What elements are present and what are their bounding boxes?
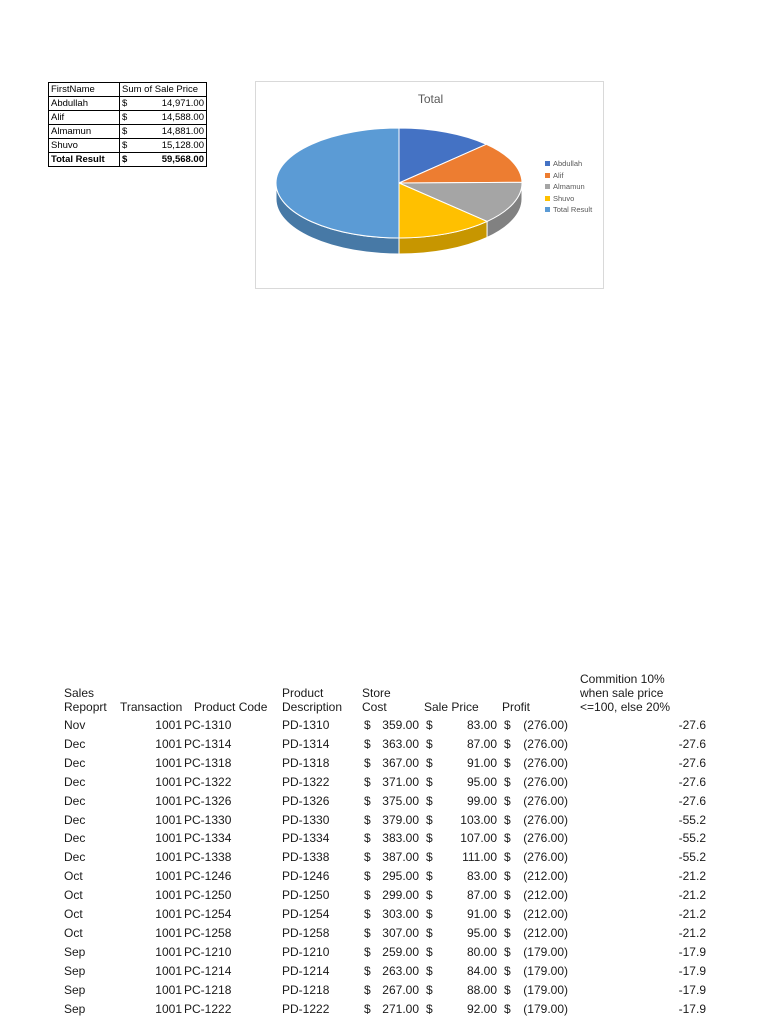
cell-profit[interactable]: [502, 886, 572, 905]
cell-profit[interactable]: [502, 735, 572, 754]
legend-item[interactable]: [545, 158, 592, 170]
cell-store-cost[interactable]: [362, 943, 424, 962]
cell-commission[interactable]: -55.2: [678, 831, 706, 846]
cell-store-cost[interactable]: [362, 905, 424, 924]
cell-product-code[interactable]: PC-1310: [184, 718, 232, 732]
cell-sale-price[interactable]: [424, 1000, 502, 1019]
amount: (276.00): [523, 755, 568, 770]
cell-transaction[interactable]: 1001: [155, 869, 182, 884]
cell-sale-price[interactable]: [424, 943, 502, 962]
amount: (179.00): [523, 1001, 568, 1016]
cell-product-description[interactable]: PD-1254: [282, 907, 330, 922]
legend-label: Shuvo: [553, 193, 575, 203]
cell-store-cost[interactable]: [362, 924, 424, 943]
amount: 88.00: [466, 982, 497, 997]
currency-symbol: $: [364, 907, 371, 922]
legend-label: Total Result: [553, 205, 593, 215]
cell-commission[interactable]: -27.6: [678, 774, 706, 789]
currency-symbol: $: [364, 736, 371, 751]
cell-profit[interactable]: [502, 811, 572, 830]
currency-symbol: $: [504, 1001, 511, 1016]
cell-transaction[interactable]: 1001: [155, 888, 182, 903]
legend-swatch: [545, 173, 550, 178]
cell-commission[interactable]: -55.2: [678, 812, 706, 827]
currency-symbol: $: [426, 925, 433, 940]
cell-product-description[interactable]: PD-1338: [282, 850, 330, 865]
cell-product-code[interactable]: PC-1254: [184, 907, 232, 922]
header-store-cost[interactable]: Store Cost: [362, 686, 391, 714]
currency-symbol: $: [426, 963, 433, 978]
table-row: [64, 716, 706, 735]
amount: (179.00): [523, 982, 568, 997]
currency-symbol: $: [504, 718, 511, 732]
legend-item[interactable]: [545, 204, 592, 216]
amount: 371.00: [382, 774, 419, 789]
cell-transaction[interactable]: 1001: [155, 831, 182, 846]
pivot-row: [49, 97, 207, 111]
pivot-cell-currency[interactable]: $: [120, 139, 131, 153]
amount: 91.00: [466, 907, 497, 922]
currency-symbol: $: [426, 982, 433, 997]
cell-store-cost[interactable]: [362, 981, 424, 1000]
pivot-cell-name[interactable]: Alif: [49, 111, 120, 125]
cell-product-code[interactable]: PC-1218: [184, 982, 232, 997]
currency-symbol: $: [364, 755, 371, 770]
legend-label: Almamun: [553, 182, 585, 192]
cell-month[interactable]: Sep: [64, 982, 86, 997]
table-row: [64, 829, 706, 848]
table-row: [64, 848, 706, 867]
table-row: [64, 943, 706, 962]
cell-store-cost[interactable]: [362, 773, 424, 792]
pivot-cell-currency[interactable]: $: [120, 153, 131, 167]
cell-profit[interactable]: [502, 792, 572, 811]
amount: (276.00): [523, 831, 568, 846]
cell-profit[interactable]: [502, 848, 572, 867]
amount: 83.00: [466, 869, 497, 884]
amount: (212.00): [523, 907, 568, 922]
pivot-header-firstname[interactable]: FirstName: [49, 83, 120, 97]
currency-symbol: $: [426, 907, 433, 922]
pivot-cell-currency[interactable]: $: [120, 97, 131, 111]
cell-product-code[interactable]: PC-1322: [184, 774, 232, 789]
cell-product-description[interactable]: PD-1322: [282, 774, 330, 789]
table-row: [64, 773, 706, 792]
cell-month[interactable]: Oct: [64, 869, 83, 884]
cell-transaction[interactable]: 1001: [155, 812, 182, 827]
currency-symbol: $: [504, 736, 511, 751]
currency-symbol: $: [504, 812, 511, 827]
cell-month[interactable]: Dec: [64, 774, 86, 789]
cell-product-code[interactable]: PC-1314: [184, 736, 232, 751]
cell-transaction[interactable]: 1001: [155, 793, 182, 808]
cell-transaction[interactable]: 1001: [155, 963, 182, 978]
amount: 379.00: [382, 812, 419, 827]
cell-transaction[interactable]: 1001: [155, 774, 182, 789]
header-transaction[interactable]: Transaction: [120, 700, 183, 714]
table-row: [64, 754, 706, 773]
amount: 307.00: [382, 925, 419, 940]
cell-product-code[interactable]: PC-1222: [184, 1001, 232, 1016]
currency-symbol: $: [426, 888, 433, 903]
legend-item[interactable]: [545, 193, 592, 205]
pivot-cell-name[interactable]: Shuvo: [49, 139, 120, 153]
cell-product-description[interactable]: PD-1326: [282, 793, 330, 808]
pie-chart[interactable]: [255, 81, 604, 289]
cell-product-description[interactable]: PD-1314: [282, 736, 330, 751]
legend-swatch: [545, 207, 550, 212]
amount: 91.00: [466, 755, 497, 770]
cell-transaction[interactable]: 1001: [155, 718, 182, 732]
amount: 83.00: [466, 718, 497, 732]
pivot-cell-name[interactable]: Almamun: [49, 125, 120, 139]
table-row: [64, 811, 706, 830]
cell-commission[interactable]: -17.9: [678, 982, 706, 997]
amount: 92.00: [466, 1001, 497, 1016]
pivot-cell-value[interactable]: 14,588.00: [130, 111, 207, 125]
cell-transaction[interactable]: 1001: [155, 982, 182, 997]
cell-commission[interactable]: -17.9: [678, 1001, 706, 1016]
amount: 387.00: [382, 850, 419, 865]
cell-product-description[interactable]: PD-1214: [282, 963, 330, 978]
cell-store-cost[interactable]: [362, 848, 424, 867]
currency-symbol: $: [504, 982, 511, 997]
legend-swatch: [545, 184, 550, 189]
cell-profit[interactable]: [502, 981, 572, 1000]
amount: 103.00: [460, 812, 497, 827]
cell-sale-price[interactable]: [424, 792, 502, 811]
currency-symbol: $: [426, 831, 433, 846]
amount: 80.00: [466, 944, 497, 959]
amount: (212.00): [523, 888, 568, 903]
cell-profit[interactable]: [502, 943, 572, 962]
cell-month[interactable]: Oct: [64, 888, 83, 903]
cell-commission[interactable]: -17.9: [678, 944, 706, 959]
cell-month[interactable]: Dec: [64, 736, 86, 751]
amount: 383.00: [382, 831, 419, 846]
cell-profit[interactable]: [502, 905, 572, 924]
cell-product-description[interactable]: PD-1218: [282, 982, 330, 997]
pivot-cell-value[interactable]: 14,881.00: [130, 125, 207, 139]
cell-month[interactable]: Sep: [64, 963, 86, 978]
currency-symbol: $: [504, 793, 511, 808]
pivot-cell-currency[interactable]: $: [120, 111, 131, 125]
cell-commission[interactable]: -21.2: [678, 907, 706, 922]
currency-symbol: $: [426, 755, 433, 770]
amount: 363.00: [382, 736, 419, 751]
cell-store-cost[interactable]: [362, 962, 424, 981]
amount: (276.00): [523, 718, 568, 732]
currency-symbol: $: [364, 963, 371, 978]
amount: 375.00: [382, 793, 419, 808]
cell-store-cost[interactable]: [362, 867, 424, 886]
cell-commission[interactable]: -21.2: [678, 869, 706, 884]
amount: 303.00: [382, 907, 419, 922]
cell-sale-price[interactable]: [424, 735, 502, 754]
cell-transaction[interactable]: 1001: [155, 907, 182, 922]
currency-symbol: $: [504, 831, 511, 846]
cell-product-code[interactable]: PC-1214: [184, 963, 232, 978]
header-product-description[interactable]: Product Description: [282, 686, 343, 714]
currency-symbol: $: [504, 774, 511, 789]
cell-profit[interactable]: [502, 773, 572, 792]
cell-transaction[interactable]: 1001: [155, 736, 182, 751]
pivot-header-sum[interactable]: Sum of Sale Price: [120, 83, 207, 97]
cell-product-code[interactable]: PC-1338: [184, 850, 232, 865]
amount: (276.00): [523, 812, 568, 827]
currency-symbol: $: [504, 888, 511, 903]
cell-commission[interactable]: -27.6: [678, 755, 706, 770]
currency-symbol: $: [426, 850, 433, 865]
cell-commission[interactable]: -21.2: [678, 925, 706, 940]
cell-commission[interactable]: -17.9: [678, 963, 706, 978]
pivot-cell-value[interactable]: 59,568.00: [130, 153, 207, 167]
cell-store-cost[interactable]: [362, 735, 424, 754]
cell-month[interactable]: Oct: [64, 925, 83, 940]
cell-sale-price[interactable]: [424, 867, 502, 886]
currency-symbol: $: [504, 869, 511, 884]
table-row: [64, 1000, 706, 1019]
amount: 367.00: [382, 755, 419, 770]
legend-item[interactable]: [545, 170, 592, 182]
sales-report-table: [64, 672, 706, 1019]
cell-sale-price[interactable]: [424, 848, 502, 867]
currency-symbol: $: [504, 907, 511, 922]
currency-symbol: $: [504, 944, 511, 959]
amount: (276.00): [523, 850, 568, 865]
table-row: [64, 886, 706, 905]
currency-symbol: $: [426, 944, 433, 959]
amount: 84.00: [466, 963, 497, 978]
cell-product-description[interactable]: PD-1258: [282, 925, 330, 940]
amount: 263.00: [382, 963, 419, 978]
legend-label: Alif: [553, 170, 564, 180]
pivot-cell-value[interactable]: 14,971.00: [130, 97, 207, 111]
amount: 107.00: [460, 831, 497, 846]
amount: 359.00: [382, 718, 419, 732]
pivot-row: [49, 125, 207, 139]
table-row: [64, 735, 706, 754]
table-row: [64, 924, 706, 943]
cell-product-description[interactable]: PD-1318: [282, 755, 330, 770]
cell-store-cost[interactable]: [362, 1000, 424, 1019]
currency-symbol: $: [426, 812, 433, 827]
cell-sale-price[interactable]: [424, 981, 502, 1000]
cell-product-code[interactable]: PC-1318: [184, 755, 232, 770]
cell-profit[interactable]: [502, 829, 572, 848]
chart-title: Total: [417, 92, 444, 106]
currency-symbol: $: [364, 793, 371, 808]
pivot-total-row: [49, 153, 207, 167]
amount: 99.00: [466, 793, 497, 808]
legend-swatch: [545, 161, 550, 166]
table-row: [64, 867, 706, 886]
cell-month[interactable]: Dec: [64, 793, 86, 808]
cell-profit[interactable]: [502, 754, 572, 773]
currency-symbol: $: [364, 925, 371, 940]
cell-sale-price[interactable]: [424, 773, 502, 792]
cell-product-code[interactable]: PC-1246: [184, 869, 232, 884]
cell-month[interactable]: Dec: [64, 850, 86, 865]
cell-commission[interactable]: -27.6: [678, 718, 706, 732]
cell-sale-price[interactable]: [424, 886, 502, 905]
currency-symbol: $: [504, 963, 511, 978]
cell-product-code[interactable]: PC-1326: [184, 793, 232, 808]
cell-commission[interactable]: -27.6: [678, 736, 706, 751]
amount: (276.00): [523, 736, 568, 751]
legend-label: Abdullah: [553, 159, 583, 169]
cell-sale-price[interactable]: [424, 924, 502, 943]
currency-symbol: $: [364, 869, 371, 884]
cell-month[interactable]: Sep: [64, 944, 86, 959]
cell-sale-price[interactable]: [424, 811, 502, 830]
currency-symbol: $: [364, 982, 371, 997]
cell-month[interactable]: Dec: [64, 755, 86, 770]
cell-product-code[interactable]: PC-1334: [184, 831, 232, 846]
amount: (276.00): [523, 774, 568, 789]
cell-commission[interactable]: -21.2: [678, 888, 706, 903]
cell-transaction[interactable]: 1001: [155, 850, 182, 865]
cell-commission[interactable]: -55.2: [678, 850, 706, 865]
amount: 95.00: [466, 925, 497, 940]
amount: (212.00): [523, 925, 568, 940]
cell-commission[interactable]: -27.6: [678, 793, 706, 808]
cell-profit[interactable]: [502, 924, 572, 943]
cell-sale-price[interactable]: [424, 754, 502, 773]
cell-sale-price[interactable]: [424, 905, 502, 924]
cell-sale-price[interactable]: [424, 962, 502, 981]
currency-symbol: $: [364, 812, 371, 827]
chart-legend: [545, 158, 592, 216]
pivot-cell-name[interactable]: Total Result: [49, 153, 120, 167]
currency-symbol: $: [426, 736, 433, 751]
cell-store-cost[interactable]: [362, 829, 424, 848]
amount: 87.00: [466, 736, 497, 751]
cell-store-cost[interactable]: [362, 886, 424, 905]
cell-product-description[interactable]: PD-1222: [282, 1001, 330, 1016]
currency-symbol: $: [504, 850, 511, 865]
cell-product-code[interactable]: PC-1258: [184, 925, 232, 940]
cell-month[interactable]: Sep: [64, 1001, 86, 1016]
cell-transaction[interactable]: 1001: [155, 1001, 182, 1016]
legend-item[interactable]: [545, 181, 592, 193]
cell-store-cost[interactable]: [362, 754, 424, 773]
cell-transaction[interactable]: 1001: [155, 944, 182, 959]
amount: (212.00): [523, 869, 568, 884]
amount: (179.00): [523, 944, 568, 959]
cell-month[interactable]: Nov: [64, 718, 86, 732]
report-header-row: [64, 672, 706, 716]
table-row: [64, 962, 706, 981]
cell-profit[interactable]: [502, 1000, 572, 1019]
currency-symbol: $: [364, 831, 371, 846]
cell-month[interactable]: Dec: [64, 812, 86, 827]
cell-product-description[interactable]: PD-1246: [282, 869, 330, 884]
currency-symbol: $: [426, 1001, 433, 1016]
currency-symbol: $: [504, 925, 511, 940]
cell-transaction[interactable]: 1001: [155, 755, 182, 770]
amount: (179.00): [523, 963, 568, 978]
currency-symbol: $: [364, 1001, 371, 1016]
amount: 111.00: [462, 850, 497, 865]
cell-product-code[interactable]: PC-1210: [184, 944, 232, 959]
pivot-row: [49, 111, 207, 125]
currency-symbol: $: [364, 888, 371, 903]
currency-symbol: $: [426, 869, 433, 884]
pivot-header-row: [49, 83, 207, 97]
cell-month[interactable]: Oct: [64, 907, 83, 922]
currency-symbol: $: [504, 755, 511, 770]
currency-symbol: $: [364, 718, 371, 732]
table-row: [64, 792, 706, 811]
pivot-cell-name[interactable]: Abdullah: [49, 97, 120, 111]
cell-product-description[interactable]: PD-1250: [282, 888, 330, 903]
cell-transaction[interactable]: 1001: [155, 925, 182, 940]
amount: 299.00: [382, 888, 419, 903]
amount: 259.00: [382, 944, 419, 959]
legend-swatch: [545, 196, 550, 201]
cell-product-description[interactable]: PD-1210: [282, 944, 330, 959]
pivot-row: [49, 139, 207, 153]
cell-store-cost[interactable]: [362, 716, 424, 735]
header-sales-report[interactable]: Sales Repoprt: [64, 686, 107, 714]
cell-product-description[interactable]: PD-1334: [282, 831, 330, 846]
cell-product-description[interactable]: PD-1310: [282, 718, 330, 732]
header-sale-price[interactable]: Sale Price: [424, 700, 479, 714]
cell-sale-price[interactable]: [424, 829, 502, 848]
amount: 87.00: [466, 888, 497, 903]
amount: 295.00: [382, 869, 419, 884]
cell-product-code[interactable]: PC-1330: [184, 812, 232, 827]
cell-profit[interactable]: [502, 962, 572, 981]
table-row: [64, 905, 706, 924]
cell-sale-price[interactable]: [424, 716, 502, 735]
pivot-cell-value[interactable]: 15,128.00: [130, 139, 207, 153]
cell-profit[interactable]: [502, 716, 572, 735]
currency-symbol: $: [426, 718, 433, 732]
currency-symbol: $: [364, 944, 371, 959]
cell-product-description[interactable]: PD-1330: [282, 812, 330, 827]
cell-month[interactable]: Dec: [64, 831, 86, 846]
header-product-code[interactable]: Product Code: [194, 700, 268, 714]
header-commission[interactable]: Commition 10% when sale price <=100, else 20%: [580, 672, 671, 714]
cell-profit[interactable]: [502, 867, 572, 886]
pivot-cell-currency[interactable]: $: [120, 125, 131, 139]
amount: 267.00: [382, 982, 419, 997]
amount: (276.00): [523, 793, 568, 808]
amount: 271.00: [382, 1001, 419, 1016]
cell-store-cost[interactable]: [362, 792, 424, 811]
currency-symbol: $: [364, 850, 371, 865]
cell-store-cost[interactable]: [362, 811, 424, 830]
cell-product-code[interactable]: PC-1250: [184, 888, 232, 903]
header-profit[interactable]: Profit: [502, 700, 531, 714]
currency-symbol: $: [426, 774, 433, 789]
table-row: [64, 981, 706, 1000]
amount: 95.00: [466, 774, 497, 789]
currency-symbol: $: [364, 774, 371, 789]
pivot-table: [48, 82, 207, 167]
currency-symbol: $: [426, 793, 433, 808]
